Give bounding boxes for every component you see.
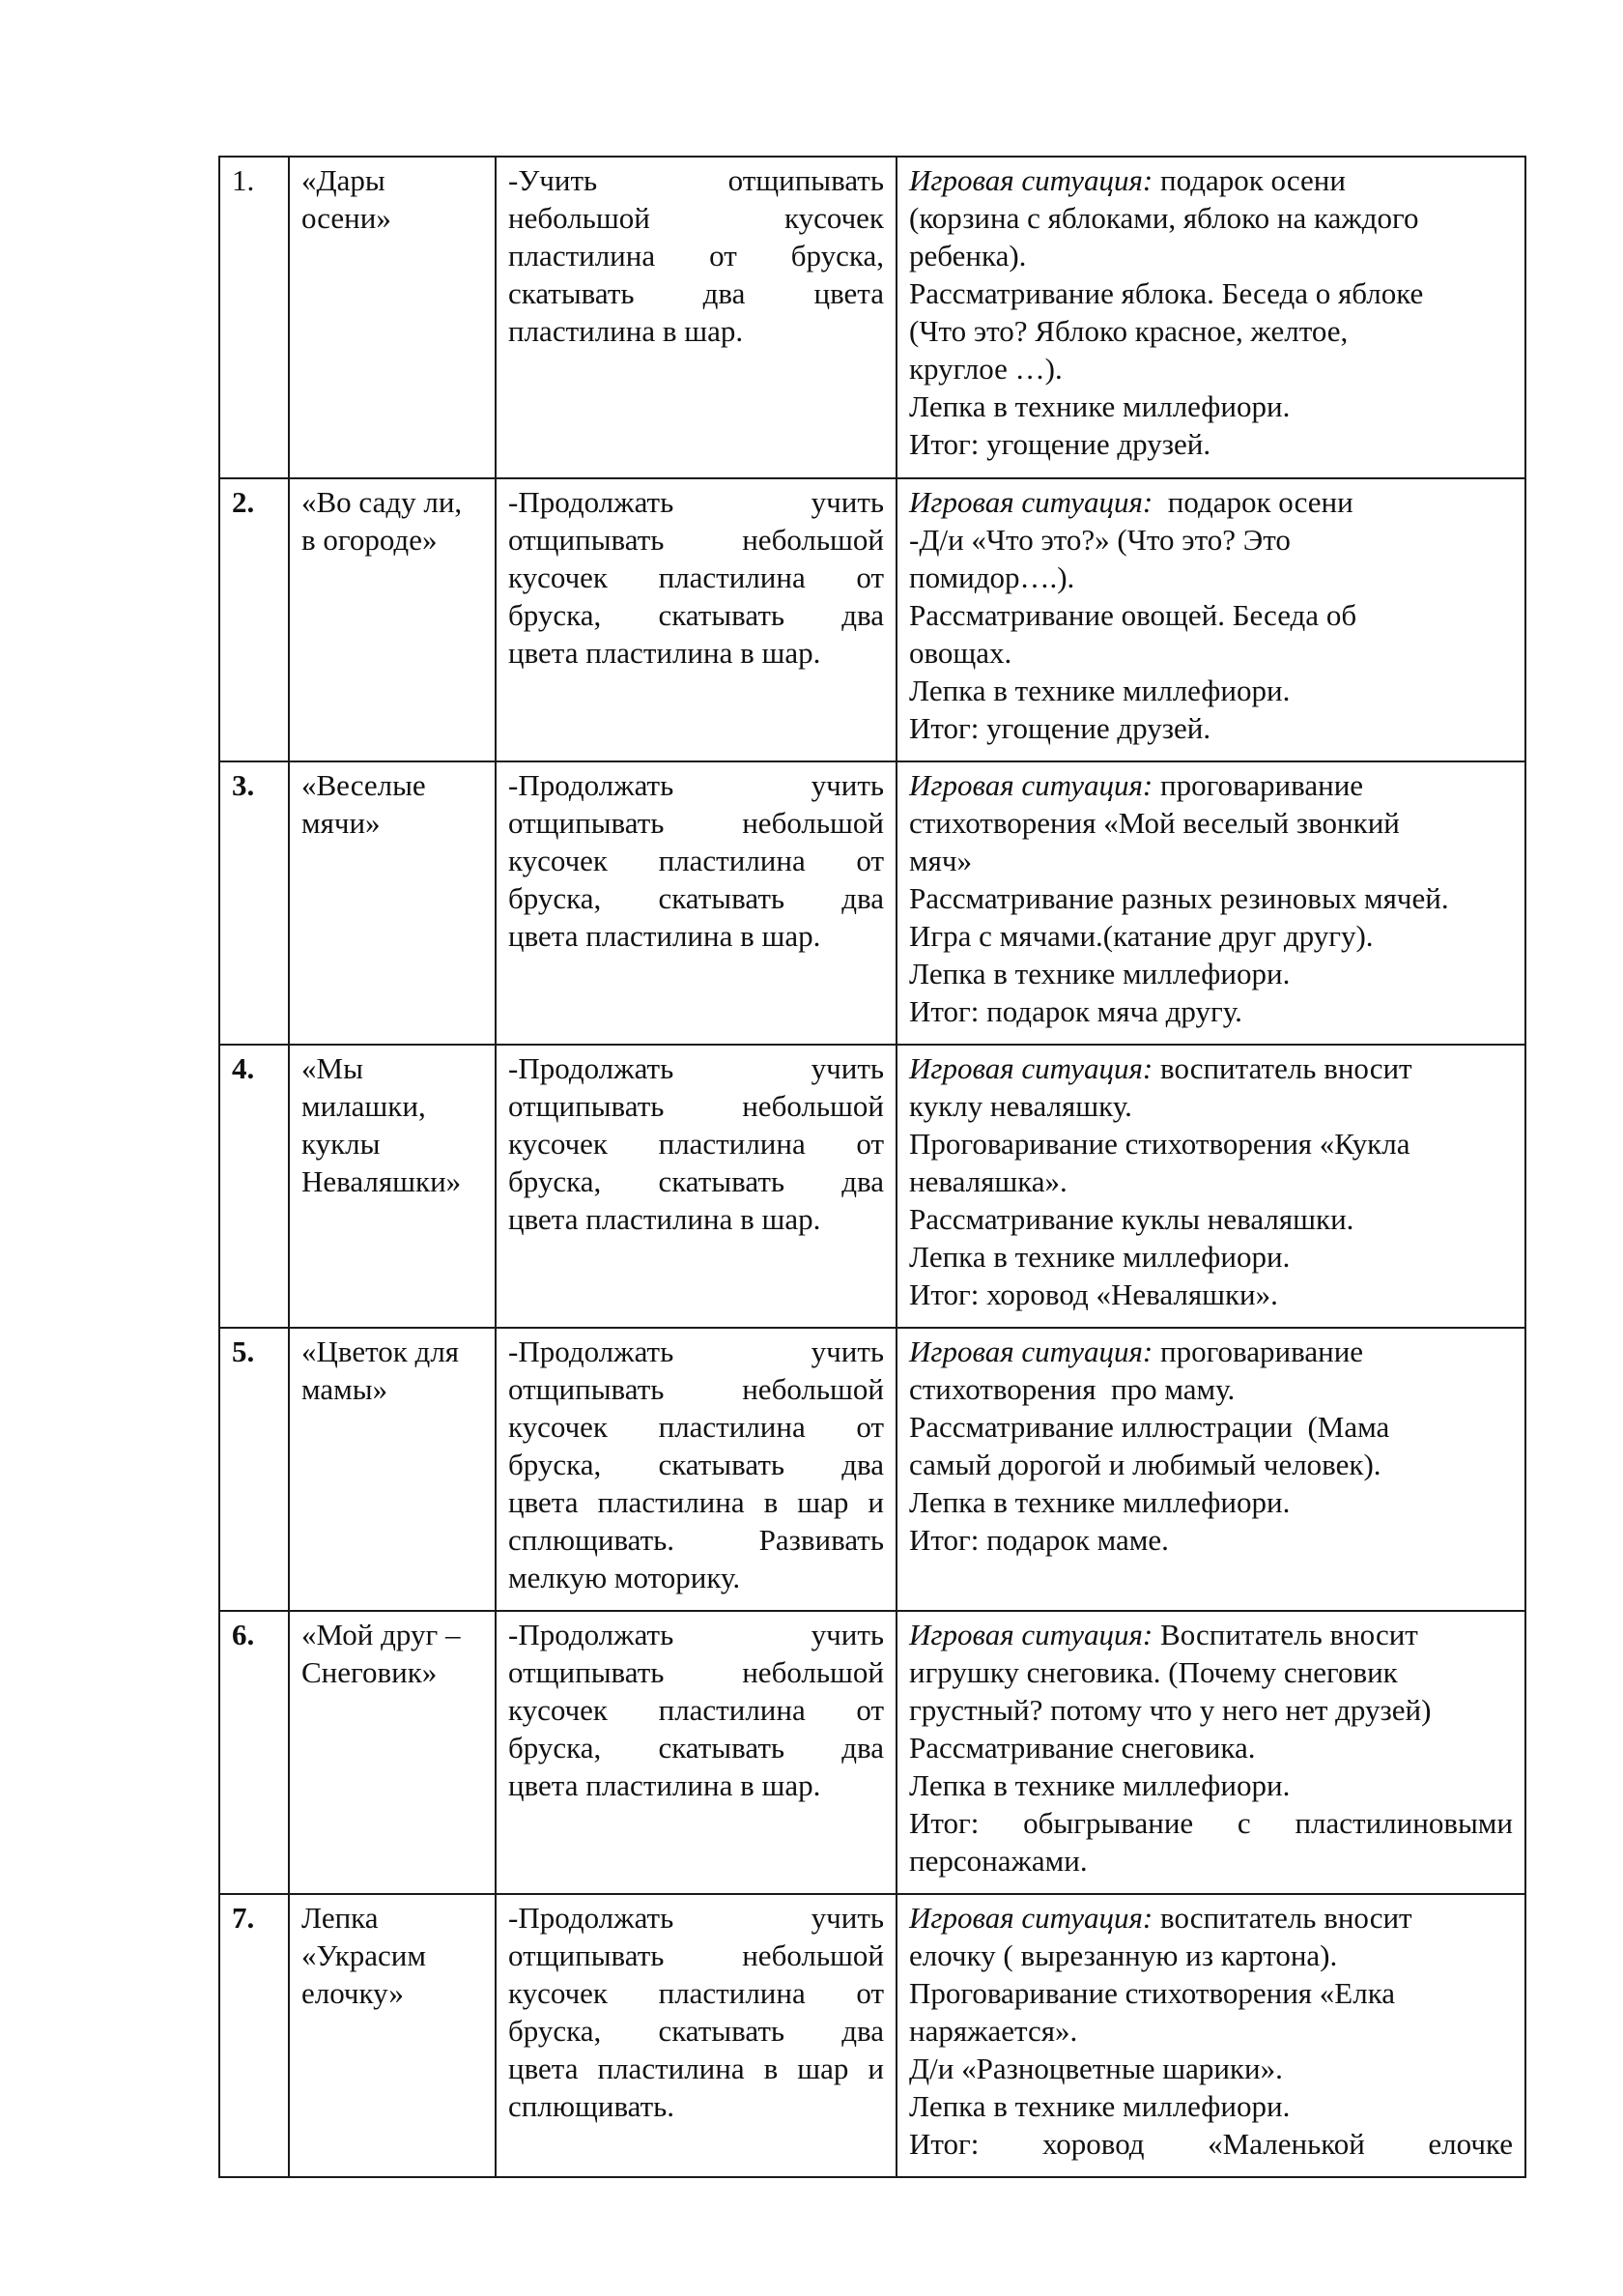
lesson-goal-line: сплющивать. [508,2089,675,2123]
row-number: 2. [219,478,289,761]
lesson-content-line: мяч» [909,844,972,877]
table-row [219,1045,1525,1328]
lesson-title [289,1894,496,2177]
lesson-plan-table [218,156,1526,2178]
lesson-goal-line: бруска, скатывать два [508,881,884,915]
lesson-goal-line: бруска, скатывать два [508,1448,884,1481]
lesson-goal [496,478,897,761]
lesson-content-line: Рассматривание овощей. Беседа об [909,598,1357,632]
lesson-goal-line: кусочек пластилина от [508,1693,884,1727]
lesson-content-line: Итог: подарок маме. [909,1523,1169,1557]
lesson-content-line: (корзина с яблоками, яблоко на каждого [909,201,1419,235]
lesson-content-line: Лепка в технике миллефиори. [909,1240,1291,1274]
lesson-content [897,1894,1525,2177]
game-situation-text: воспитатель вносит [1153,1051,1412,1085]
lesson-title-line: «Цветок для [301,1335,460,1368]
lesson-content [897,1328,1525,1611]
game-situation-label: Игровая ситуация: [909,1618,1153,1651]
lesson-content [897,761,1525,1045]
game-situation-text: воспитатель вносит [1153,1901,1412,1935]
lesson-title-line: «Во саду ли, [301,485,463,519]
row-number: 3. [219,761,289,1045]
lesson-goal-line: кусочек пластилина от [508,560,884,594]
lesson-goal-line: -Продолжать учить [508,1901,884,1935]
game-situation-line [909,161,1513,199]
lesson-content-line: Лепка в технике миллефиори. [909,1768,1291,1802]
lesson-goal-line: -Продолжать учить [508,485,884,519]
game-situation-line [909,1049,1513,1087]
lesson-title [289,1328,496,1611]
lesson-content-line: овощах. [909,636,1012,670]
lesson-content-line: Итог: угощение друзей. [909,427,1211,461]
lesson-title-line: «Мой друг – [301,1618,461,1651]
lesson-title-line: «Украсим [301,1938,427,1972]
lesson-title-line: «Веселые [301,768,426,802]
lesson-goal [496,1328,897,1611]
game-situation-line [909,1333,1513,1370]
lesson-content-line: Проговаривание стихотворения «Елка [909,1976,1396,2010]
lesson-goal-line: бруска, скатывать два [508,1164,884,1198]
lesson-goal-line: цвета пластилина в шар. [508,1202,821,1236]
lesson-goal [496,157,897,478]
game-situation-line [909,483,1513,521]
lesson-goal-line: кусочек пластилина от [508,1410,884,1444]
table-row [219,1894,1525,2177]
game-situation-label: Игровая ситуация: [909,1051,1153,1085]
lesson-content-line: Рассматривание куклы неваляшки. [909,1202,1354,1236]
lesson-content-line: наряжается». [909,2014,1078,2048]
lesson-goal-line: бруска, скатывать два [508,598,884,632]
lesson-content-line: Лепка в технике миллефиори. [909,1485,1291,1519]
lesson-title-line: мамы» [301,1372,388,1406]
lesson-content-line: помидор….). [909,560,1075,594]
lesson-content-line: стихотворения «Мой веселый звонкий [909,806,1400,840]
lesson-content-line: грустный? потому что у него нет друзей) [909,1693,1432,1727]
game-situation-text: подарок осени [1153,163,1346,197]
game-situation-label: Игровая ситуация: [909,485,1153,519]
lesson-title-line: куклы [301,1127,381,1161]
lesson-goal-line: отщипывать небольшой [508,1655,884,1689]
lesson-goal-line: -Продолжать учить [508,1051,884,1085]
lesson-content-line: Итог: подарок мяча другу. [909,994,1242,1028]
lesson-title-line: Снеговик» [301,1655,438,1689]
lesson-title-line: милашки, [301,1089,426,1123]
game-situation-label: Игровая ситуация: [909,1901,1153,1935]
lesson-goal-line: цвета пластилина в шар. [508,1768,821,1802]
lesson-goal-line: -Продолжать учить [508,768,884,802]
lesson-content-line: куклу неваляшку. [909,1089,1132,1123]
lesson-content-line: Лепка в технике миллефиори. [909,2089,1291,2123]
game-situation-label: Игровая ситуация: [909,1335,1153,1368]
lesson-goal-line: пластилина в шар. [508,314,744,348]
lesson-title-line: мячи» [301,806,381,840]
lesson-goal-line: отщипывать небольшой [508,1089,884,1123]
lesson-content-line: Д/и «Разноцветные шарики». [909,2052,1283,2085]
lesson-goal-line: -Продолжать учить [508,1335,884,1368]
lesson-goal-line: отщипывать небольшой [508,523,884,557]
lesson-content-line: Рассматривание снеговика. [909,1731,1256,1765]
row-number: 6. [219,1611,289,1894]
lesson-goal-line: цвета пластилина в шар. [508,919,821,953]
lesson-content-line: Рассматривание разных резиновых мячей. [909,881,1449,915]
game-situation-text: Воспитатель вносит [1153,1618,1418,1651]
table-row [219,1328,1525,1611]
table-row [219,157,1525,478]
lesson-title [289,1611,496,1894]
row-number: 5. [219,1328,289,1611]
row-number: 7. [219,1894,289,2177]
lesson-content-line: Итог: хоровод «Неваляшки». [909,1277,1278,1311]
lesson-goal-line: кусочек пластилина от [508,1127,884,1161]
lesson-goal-line: отщипывать небольшой [508,1938,884,1972]
lesson-title-line: Неваляшки» [301,1164,462,1198]
lesson-title [289,761,496,1045]
lesson-content-line: стихотворения про маму. [909,1372,1236,1406]
table-row [219,1611,1525,1894]
table-body [219,157,1525,2177]
lesson-title-line: «Мы [301,1051,363,1085]
lesson-goal [496,1045,897,1328]
lesson-content-line: Рассматривание иллюстрации (Мама [909,1410,1390,1444]
lesson-title [289,478,496,761]
lesson-title-line: Лепка [301,1901,379,1935]
lesson-content-line: ребенка). [909,239,1027,273]
table-row [219,761,1525,1045]
lesson-title-line: елочку» [301,1976,404,2010]
lesson-content-line: круглое …). [909,352,1063,386]
game-situation-text: проговаривание [1153,768,1364,802]
game-situation-text: подарок осени [1153,485,1353,519]
lesson-content-line: Лепка в технике миллефиори. [909,389,1291,423]
lesson-goal-line: мелкую моторику. [508,1561,741,1594]
lesson-goal-line: небольшой кусочек [508,201,884,235]
lesson-content [897,1611,1525,1894]
lesson-goal [496,761,897,1045]
lesson-title-line: осени» [301,201,391,235]
lesson-goal [496,1894,897,2177]
lesson-goal-line: бруска, скатывать два [508,1731,884,1765]
lesson-goal-line: цвета пластилина в шар и [508,1485,884,1519]
lesson-goal-line: скатывать два цвета [508,276,884,310]
game-situation-line [909,766,1513,804]
lesson-content [897,1045,1525,1328]
lesson-goal-line: -Продолжать учить [508,1618,884,1651]
lesson-goal-line: кусочек пластилина от [508,844,884,877]
lesson-content-line: игрушку снеговика. (Почему снеговик [909,1655,1398,1689]
lesson-content-line: Лепка в технике миллефиори. [909,957,1291,990]
lesson-title-line: в огороде» [301,523,438,557]
table-row [219,478,1525,761]
lesson-content-line: Итог: хоровод «Маленькой елочке [909,2127,1513,2161]
lesson-goal-line: цвета пластилина в шар. [508,636,821,670]
lesson-goal-line: цвета пластилина в шар и [508,2052,884,2085]
lesson-content-line: Лепка в технике миллефиори. [909,674,1291,707]
lesson-content-line: -Д/и «Что это?» (Что это? Это [909,523,1291,557]
lesson-content [897,157,1525,478]
lesson-goal-line: -Учить отщипывать [508,163,884,197]
game-situation-label: Игровая ситуация: [909,163,1153,197]
lesson-content-line: неваляшка». [909,1164,1068,1198]
lesson-content [897,478,1525,761]
lesson-content-line: Рассматривание яблока. Беседа о яблоке [909,276,1424,310]
lesson-title [289,157,496,478]
game-situation-line [909,1899,1513,1937]
row-number: 4. [219,1045,289,1328]
lesson-content-line: самый дорогой и любимый человек). [909,1448,1381,1481]
lesson-goal-line: пластилина от бруска, [508,239,884,273]
lesson-title-line: «Дары [301,163,385,197]
lesson-content-line: персонажами. [909,1844,1088,1878]
lesson-content-line: (Что это? Яблоко красное, желтое, [909,314,1349,348]
game-situation-text: проговаривание [1153,1335,1364,1368]
lesson-content-line: елочку ( вырезанную из картона). [909,1938,1338,1972]
lesson-goal-line: сплющивать. Развивать [508,1523,884,1557]
lesson-content-line: Итог: обыгрывание с пластилиновыми [909,1806,1513,1840]
lesson-content-line: Проговаривание стихотворения «Кукла [909,1127,1410,1161]
lesson-goal-line: бруска, скатывать два [508,2014,884,2048]
lesson-title [289,1045,496,1328]
lesson-content-line: Игра с мячами.(катание друг другу). [909,919,1374,953]
lesson-goal-line: отщипывать небольшой [508,1372,884,1406]
game-situation-line [909,1616,1513,1653]
lesson-goal-line: кусочек пластилина от [508,1976,884,2010]
lesson-goal-line: отщипывать небольшой [508,806,884,840]
row-number: 1. [219,157,289,478]
lesson-content-line: Итог: угощение друзей. [909,711,1211,745]
lesson-goal [496,1611,897,1894]
game-situation-label: Игровая ситуация: [909,768,1153,802]
